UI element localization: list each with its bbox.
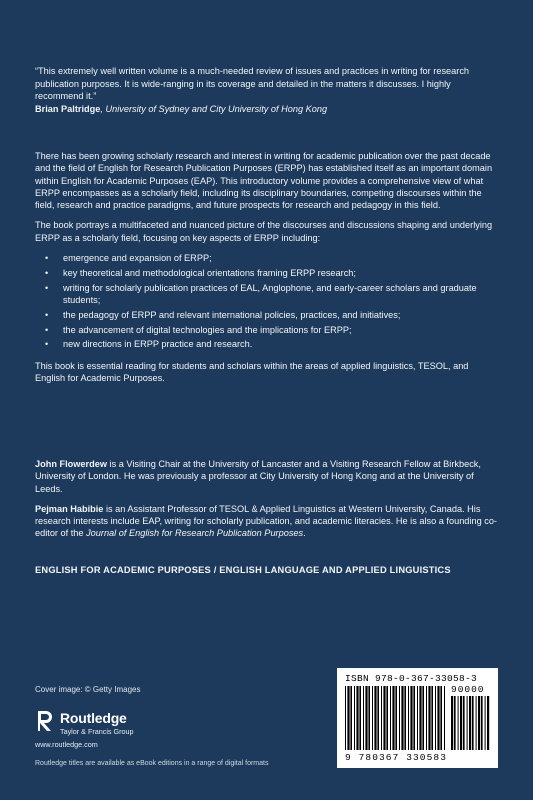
barcode-bar: [408, 686, 409, 750]
description-paragraph-1: There has been growing scholarly research and interest in writing for academic publication over the past decade and the field of English for Research Publication Purposes (ERPP) has established itself as an important domain within English for Academic Purposes (EAP). This introductory volume provides a comprehensive view of what ERPP encompasses as a scholarly field, including its disciplinary boundaries, competing discourses within the field, research and practice paradigms, and future prospects for research and pedagogy in this field.: [35, 151, 493, 211]
journal-title: Journal of English for Research Publication Purposes: [86, 528, 304, 539]
barcode-bar: [451, 696, 453, 750]
ean-digits: 9 780367 330583: [345, 752, 448, 763]
barcode-bar: [463, 696, 465, 750]
barcode-bar: [372, 686, 373, 750]
list-item: • the advancement of digital technologies and the implications for ERPP;: [35, 324, 497, 336]
barcode-bar: [428, 686, 430, 750]
publisher-group: Taylor & Francis Group: [60, 727, 134, 736]
barcode-bar: [377, 686, 379, 750]
barcode-bar: [426, 686, 427, 750]
barcode-bar: [359, 686, 361, 750]
barcode-bar: [345, 686, 346, 750]
author-bios: [35, 458, 497, 548]
barcode-bar: [469, 696, 471, 750]
isbn-barcode: [337, 668, 498, 768]
barcode-bar: [395, 686, 397, 750]
publisher-name: Routledge: [60, 710, 127, 726]
bio-text: is a Visiting Chair at the University of Lancaster and a Visiting Research Fellow at Birkbeck, University of London. He was previously a professor at City University of Hong Kong and at the University of Leeds.: [35, 459, 481, 494]
list-item: • new directions in ERPP practice and research.: [35, 338, 497, 350]
bio-text-end: .: [303, 528, 306, 539]
barcode-bar: [437, 686, 439, 750]
barcode-bar: [347, 686, 349, 750]
barcode-bar: [485, 696, 486, 750]
barcode-bar: [404, 686, 406, 750]
subject-category: ENGLISH FOR ACADEMIC PURPOSES / ENGLISH LANGUAGE AND APPLIED LINGUISTICS: [35, 565, 451, 575]
barcode-bar: [444, 686, 445, 750]
barcode-bar: [399, 686, 400, 750]
barcode-bar: [410, 686, 412, 750]
barcode-bar: [454, 696, 456, 750]
publisher-logo-block: [35, 709, 195, 751]
bio-text: is an Assistant Professor of TESOL & Applied Linguistics at Western University, Canada. His research interests include EAP, writing for scholarly publication, and academic literacies. He is also a founding co-editor of the: [35, 503, 497, 539]
ebook-note: Routledge titles are available as eBook editions in a range of digital formats: [35, 760, 269, 767]
barcode-bar: [354, 686, 355, 750]
barcode-bar: [417, 686, 418, 750]
barcode-bar: [431, 686, 433, 750]
description-paragraph-3: This book is essential reading for students and scholars within the areas of applied linguistics, TESOL, and English for Academic Purposes.: [35, 360, 469, 383]
barcode-bar: [413, 686, 415, 750]
barcode-bar: [440, 686, 442, 750]
barcode-bar: [381, 686, 382, 750]
description-paragraph-2: The book portrays a multifaceted and nuanced picture of the discourses and discussions shaping and underlying ERPP as a scholarly field, focusing on key aspects of ERPP including:: [35, 220, 493, 243]
barcode-bar: [435, 686, 436, 750]
barcode-bar: [467, 696, 468, 750]
barcode-bar: [472, 696, 474, 750]
bio-flowerdew: [35, 458, 497, 495]
author-name: Pejman Habibie: [35, 503, 104, 514]
barcode-bar: [365, 686, 367, 750]
quote-text: “This extremely well written volume is a much-needed review of issues and practices in writing for research publication purposes. It is wide-ranging in its coverage and detailed in the matters it discusses. I highly recommend it.”: [35, 66, 470, 101]
barcode-bar: [487, 696, 489, 750]
barcode-bar: [363, 686, 364, 750]
barcode-bar: [478, 696, 480, 750]
quote-attribution: [35, 103, 497, 116]
author-name: John Flowerdew: [35, 459, 107, 469]
barcode-bar: [476, 696, 477, 750]
ean-barcode-bars: [345, 686, 447, 752]
price-code: 90000: [451, 684, 485, 695]
barcode-bar: [350, 686, 352, 750]
barcode-bar: [383, 686, 385, 750]
barcode-bar: [386, 686, 388, 750]
bio-habibie: [35, 503, 497, 540]
barcode-bar: [401, 686, 403, 750]
barcode-bar: [458, 696, 459, 750]
barcode-bar: [419, 686, 421, 750]
barcode-bar: [460, 696, 462, 750]
endorsement-quote: [35, 65, 497, 115]
list-item: • writing for scholarly publication practices of EAL, Anglophone, and early-career scholars and graduate students;: [35, 282, 497, 307]
quote-author: Brian Paltridge: [35, 103, 101, 114]
barcode-bar: [481, 696, 483, 750]
barcode-bar: [392, 686, 394, 750]
addon-barcode-bars: [451, 696, 491, 752]
cover-credit: Cover image: © Getty Images: [35, 685, 141, 694]
publisher-url: www.routledge.com: [35, 740, 98, 749]
barcode-bar: [422, 686, 424, 750]
list-item: • the pedagogy of ERPP and relevant international policies, practices, and initiatives;: [35, 309, 497, 321]
barcode-bar: [374, 686, 376, 750]
isbn-number: ISBN 978-0-367-33058-3: [345, 673, 478, 684]
quote-affiliation: , University of Sydney and City University of Hong Kong: [100, 103, 328, 114]
list-item: • key theoretical and methodological orientations framing ERPP research;: [35, 267, 497, 279]
routledge-logo-icon: [35, 709, 55, 733]
barcode-bar: [368, 686, 370, 750]
book-description: [35, 150, 497, 392]
barcode-bar: [390, 686, 391, 750]
list-item: • emergence and expansion of ERPP;: [35, 252, 497, 264]
key-aspects-list: [35, 252, 497, 351]
barcode-bar: [356, 686, 358, 750]
